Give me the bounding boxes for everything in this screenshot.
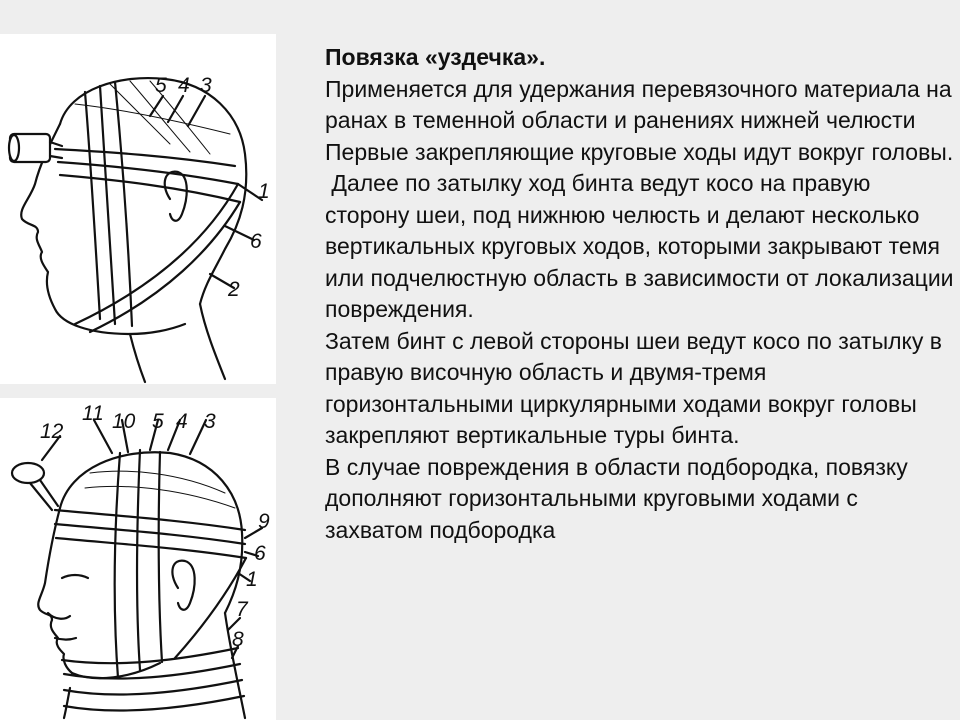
figure-top-label: 6 [250,230,262,253]
figure-bottom-label: 6 [254,542,266,565]
paragraph-step-3: Затем бинт с левой стороны шеи ведут косо по затылку в правую височную область и двумя-тремя горизонтальными циркулярными ходами вокруг головы закрепляют вертикальные туры бинта. [325,327,949,448]
figure-bottom-label: 8 [232,628,244,651]
paragraph-usage: Применяется для удержания перевязочного материала на ранах в теменной области и ранениях нижней челюсти [325,75,959,133]
description-text [325,42,960,546]
figure-bottom-panel [0,398,276,720]
figure-top-label: 3 [200,74,212,97]
figure-top-label: 1 [258,180,270,203]
figure-bottom-label: 1 [246,568,258,591]
figure-bottom-label: 7 [236,598,248,621]
paragraph-step-4: В случае повреждения в области подбородка, повязку дополняют горизонтальными круговыми ходами с захватом подбородка [325,453,915,543]
figure-bottom-label: 11 [82,402,104,425]
figure-bottom-label: 10 [112,410,136,433]
figure-bottom-label: 3 [204,410,216,433]
paragraph-step-2: Далее по затылку ход бинта ведут косо на правую сторону шеи, под нижнюю челюсть и делают несколько вертикальных круговых ходов, которыми закрывают темя или подчелюстную область в зависимости от локализации повреждения. [325,170,960,322]
figure-bottom-label: 5 [152,410,164,433]
bandage-side-view-illustration [0,34,276,384]
document-title: Повязка «уздечка». [325,44,546,70]
figure-top-label: 2 [228,278,240,301]
figure-top-label: 4 [178,74,190,97]
figure-bottom-label: 12 [40,420,64,443]
paragraph-step-1: Первые закрепляющие круговые ходы идут вокруг головы. [325,138,954,165]
bandage-front-view-illustration [0,398,276,720]
figure-top-panel [0,34,276,384]
figure-bottom-label: 4 [176,410,188,433]
figure-bottom-label: 9 [258,510,270,533]
figure-top-label: 5 [155,74,167,97]
